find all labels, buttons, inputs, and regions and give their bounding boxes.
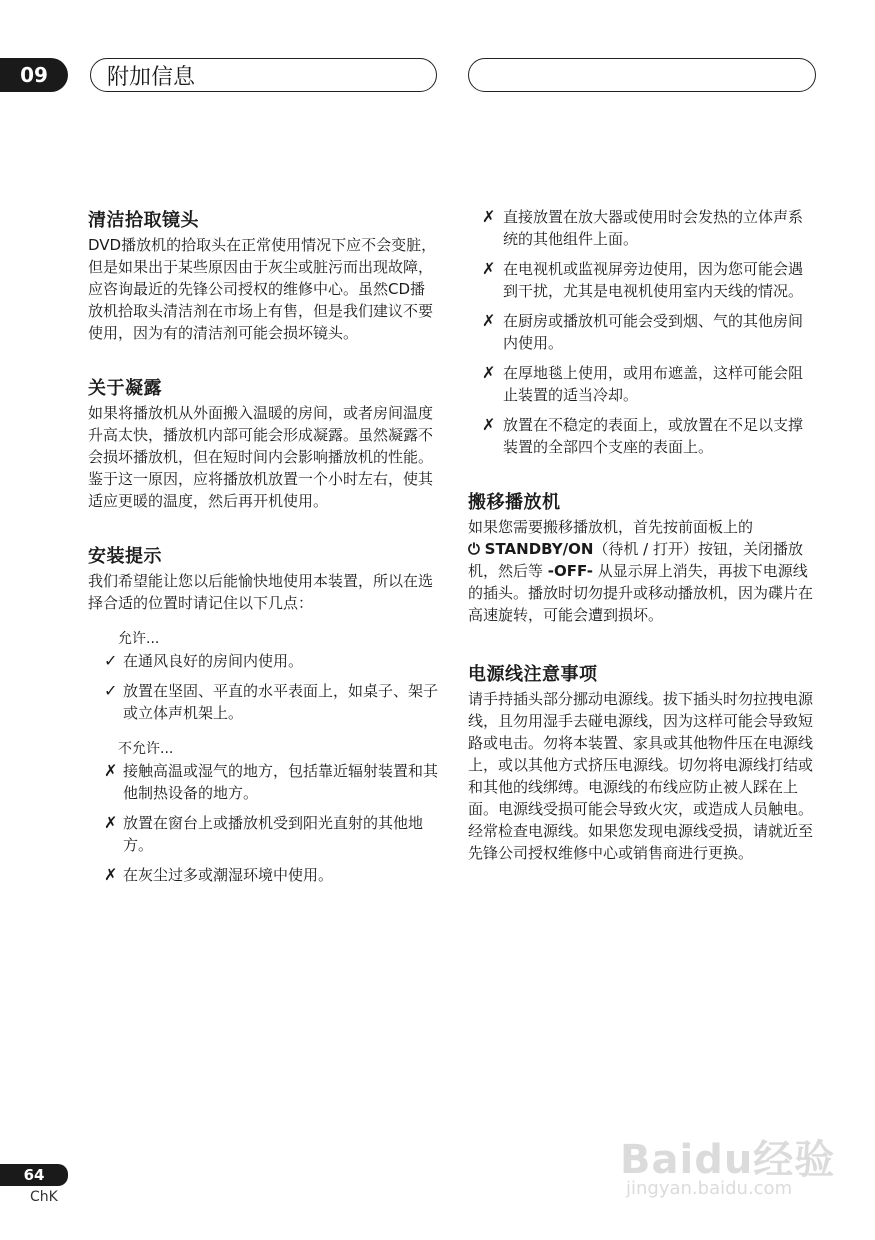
section-heading: 电源线注意事项 bbox=[468, 664, 598, 685]
page-number: 64 bbox=[23, 1166, 45, 1184]
cross-icon: ✗ bbox=[482, 415, 496, 434]
section-body bbox=[468, 516, 813, 626]
chapter-title: 附加信息 bbox=[107, 65, 196, 90]
list-item-text: 在厚地毯上使用，或用布遮盖，这样可能会阻止装置的适当冷却。 bbox=[503, 364, 804, 404]
list-item-text: 在电视机或监视屏旁边使用，因为您可能会遇到干扰，尤其是电视机使用室内天线的情况。 bbox=[503, 260, 804, 300]
disallowed-label: 不允许... bbox=[118, 741, 174, 757]
power-icon: ⏻ bbox=[468, 540, 480, 558]
list-item bbox=[468, 414, 813, 458]
disallowed-list bbox=[88, 760, 438, 886]
cross-icon: ✗ bbox=[104, 813, 118, 832]
standby-label: STANDBY/ON bbox=[484, 540, 594, 558]
body-part-1: 如果您需要搬移播放机，首先按前面板上的 bbox=[468, 518, 754, 536]
section-power-cord bbox=[468, 660, 813, 864]
watermark-brand: Baidu经验 bbox=[620, 1137, 836, 1183]
body-part-2: （待机 / 打开）按钮，关闭播放机，然后等 bbox=[468, 540, 803, 580]
cross-icon: ✗ bbox=[482, 207, 496, 226]
right-column bbox=[468, 206, 813, 894]
section-cleaning bbox=[88, 206, 438, 344]
left-column bbox=[88, 206, 438, 916]
section-body: 请手持插头部分挪动电源线。拔下插头时勿拉拽电源线，且勿用湿手去碰电源线，因为这样可能会导致短路或电击。勿将本装置、家具或其他物件压在电源线上，或以其他方式挤压电源线。切勿将电源线打结或和其他的线绑缚。电源线的布线应防止被人踩在上面。电源线受损可能会导致火灾，或造成人员触电。经常检查电源线。如果您发现电源线受损，请就近至先锋公司授权维修中心或销售商进行更换。 bbox=[468, 690, 814, 862]
list-item-text: 放置在不稳定的表面上，或放置在不足以支撑装置的全部四个支座的表面上。 bbox=[503, 416, 804, 456]
baidu-watermark bbox=[620, 1106, 836, 1206]
list-item bbox=[88, 812, 438, 856]
disallowed-list-continued bbox=[468, 206, 813, 458]
allowed-list bbox=[88, 650, 438, 724]
list-item bbox=[468, 258, 813, 302]
header-blank-box bbox=[468, 58, 816, 92]
watermark-url: jingyan.baidu.com bbox=[626, 1178, 793, 1199]
check-icon: ✓ bbox=[104, 681, 118, 700]
section-body: 如果将播放机从外面搬入温暖的房间，或者房间温度升高太快，播放机内部可能会形成凝露。虽然凝露不会损坏播放机，但在短时间内会影响播放机的性能。鉴于这一原因，应将播放机放置一个小时左右，使其适应更暖的温度，然后再开机使用。 bbox=[88, 404, 434, 510]
cross-icon: ✗ bbox=[104, 761, 118, 780]
cross-icon: ✗ bbox=[104, 865, 118, 884]
language-code: ChK bbox=[30, 1189, 58, 1205]
list-item-text: 放置在窗台上或播放机受到阳光直射的其他地方。 bbox=[123, 814, 424, 854]
page-number-tab bbox=[0, 1164, 68, 1186]
list-item bbox=[88, 760, 438, 804]
section-body: 我们希望能让您以后能愉快地使用本装置，所以在选择合适的位置时请记住以下几点： bbox=[88, 572, 434, 612]
section-heading: 安装提示 bbox=[88, 546, 162, 567]
section-moving bbox=[468, 488, 813, 626]
chapter-title-box bbox=[90, 58, 437, 92]
check-icon: ✓ bbox=[104, 651, 118, 670]
cross-icon: ✗ bbox=[482, 311, 496, 330]
list-item-text: 在灰尘过多或潮湿环境中使用。 bbox=[123, 866, 334, 884]
section-heading: 关于凝露 bbox=[88, 378, 162, 399]
list-item bbox=[468, 310, 813, 354]
section-condensation bbox=[88, 374, 438, 512]
list-item-text: 在厨房或播放机可能会受到烟、气的其他房间内使用。 bbox=[503, 312, 804, 352]
chapter-number-badge bbox=[0, 58, 68, 92]
list-item bbox=[88, 680, 438, 724]
list-item bbox=[88, 864, 438, 886]
list-item-text: 在通风良好的房间内使用。 bbox=[123, 652, 304, 670]
list-item bbox=[468, 362, 813, 406]
list-item bbox=[88, 650, 438, 672]
list-item bbox=[468, 206, 813, 250]
section-disallowed-continued bbox=[468, 206, 813, 458]
list-item-text: 直接放置在放大器或使用时会发热的立体声系统的其他组件上面。 bbox=[503, 208, 804, 248]
cross-icon: ✗ bbox=[482, 259, 496, 278]
section-body: DVD播放机的拾取头在正常使用情况下应不会变脏，但是如果出于某些原因由于灰尘或脏污而出现故障，应咨询最近的先锋公司授权的维修中心。虽然CD播放机拾取头清洁剂在市场上有售，但是我们建议不要使用，因为有的清洁剂可能会损坏镜头。 bbox=[88, 236, 437, 342]
section-heading: 搬移播放机 bbox=[468, 492, 561, 513]
allowed-label: 允许... bbox=[118, 631, 160, 647]
section-installation bbox=[88, 542, 438, 886]
list-item-text: 放置在坚固、平直的水平表面上，如桌子、架子或立体声机架上。 bbox=[123, 682, 439, 722]
section-heading: 清洁拾取镜头 bbox=[88, 210, 199, 231]
chapter-number: 09 bbox=[20, 63, 48, 87]
cross-icon: ✗ bbox=[482, 363, 496, 382]
body-part-3: 从显示屏上消失，再拔下电源线的插头。播放时切勿提升或移动播放机，因为碟片在高速旋转，可能会遭到损坏。 bbox=[468, 562, 814, 624]
list-item-text: 接触高温或湿气的地方，包括靠近辐射装置和其他制热设备的地方。 bbox=[123, 762, 439, 802]
off-label: -OFF- bbox=[547, 562, 594, 580]
